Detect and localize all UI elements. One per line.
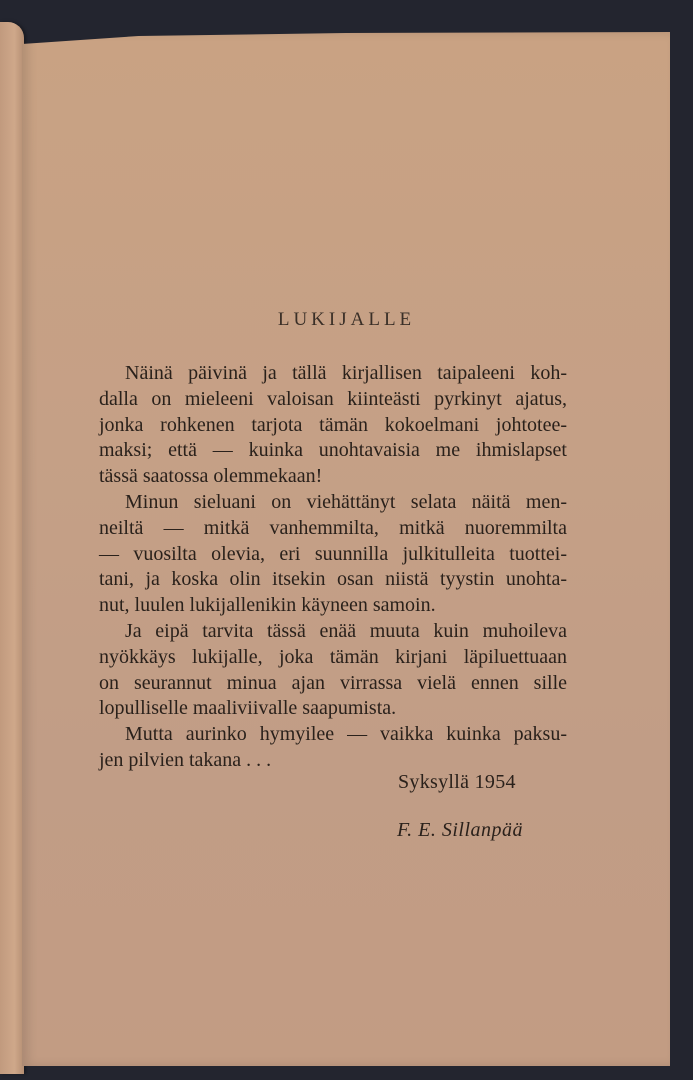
page-title: LUKIJALLE [277, 309, 416, 330]
paragraph-3 [99, 619, 567, 722]
text-line: Mutta aurinko hymyilee — vaikka kuinka paksu- [125, 723, 567, 746]
text-line: nyökkäys lukijalle, joka tämän kirjani läpiluettuaan [99, 645, 567, 668]
text-line: Näinä päivinä ja tällä kirjallisen taipaleeni koh- [125, 362, 567, 384]
text-line: on seurannut minua ajan virrassa vielä ennen sille [99, 671, 567, 694]
paragraph-4 [99, 722, 567, 774]
paragraph-2 [99, 490, 567, 619]
text-line: jen pilvien takana . . . [99, 748, 272, 771]
text-line: jonka rohkenen tarjota tämän kokoelmani johtotee- [99, 413, 567, 436]
text-line: nut, luulen lukijallenikin käyneen samoin. [99, 594, 436, 617]
text-line: dalla on mieleeni valoisan kiinteästi pyrkinyt ajatus, [99, 387, 567, 410]
paragraph-1 [99, 361, 567, 490]
text-line: tani, ja koska olin itsekin osan niistä tyystin unohta- [99, 568, 567, 591]
body-text [99, 361, 567, 774]
text-line: maksi; että — kuinka unohtavaisia me ihmislapset [99, 439, 567, 462]
text-line: tässä saatossa olemmekaan! [99, 465, 323, 488]
text-line: lopulliselle maaliviivalle saapumista. [99, 697, 397, 720]
author-signature: F. E. Sillanpää [397, 819, 524, 841]
text-line: neiltä — mitkä vanhemmilta, mitkä nuoremmilta [99, 516, 567, 539]
text-line: — vuosilta olevia, eri suunnilla julkitulleita tuottei- [99, 542, 567, 565]
text-line: Ja eipä tarvita tässä enää muuta kuin muhoileva [125, 619, 567, 642]
text-line: Minun sieluani on viehättänyt selata näitä men- [125, 490, 567, 513]
date-line: Syksyllä 1954 [398, 771, 516, 793]
